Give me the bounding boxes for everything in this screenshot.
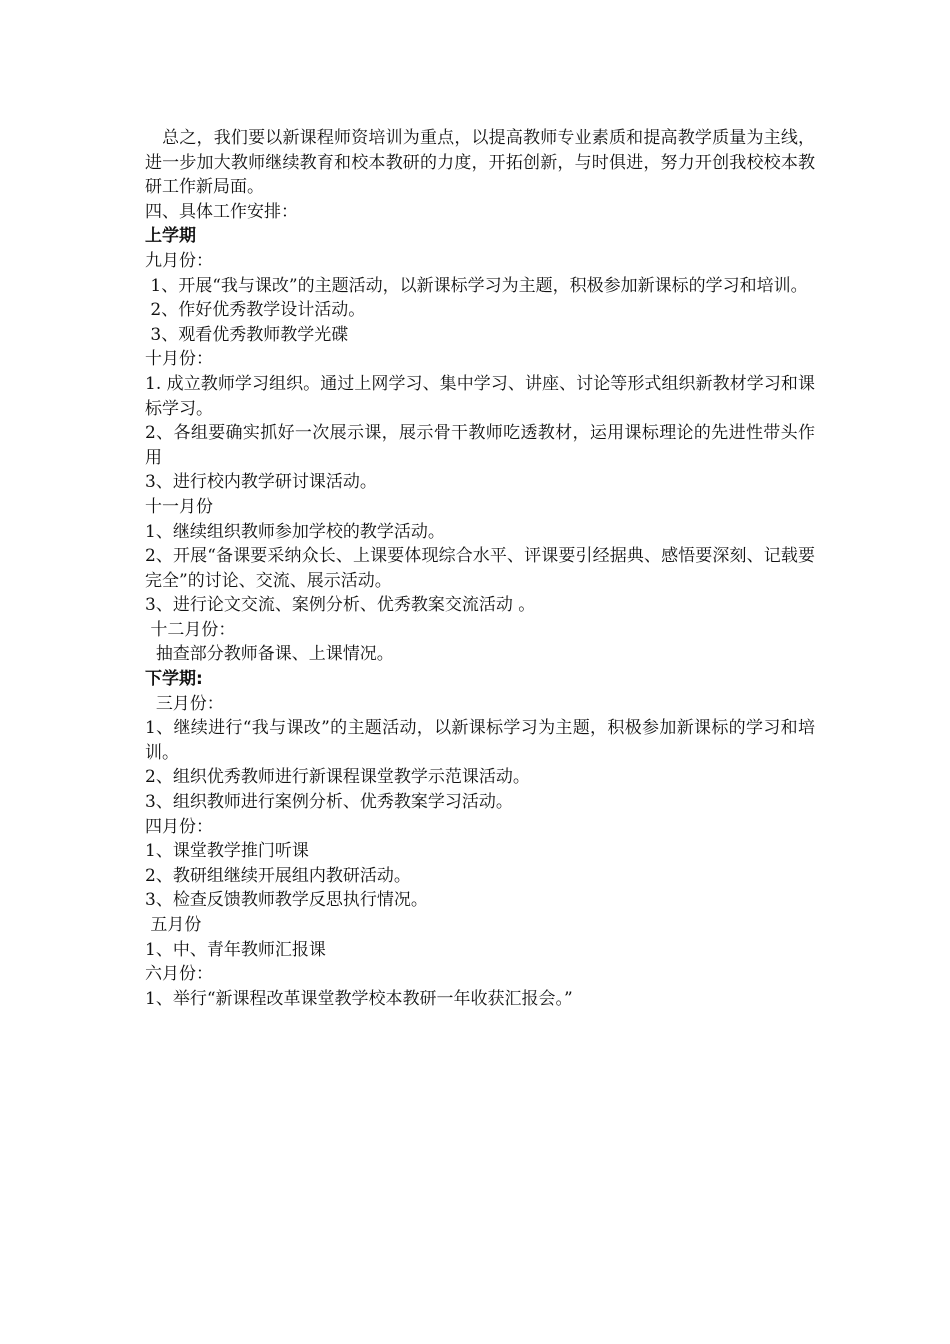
semester-heading-second: 下学期: [145, 669, 203, 690]
month-heading-march: 三月份： [145, 693, 224, 714]
list-item: 2、作好优秀教学设计活动。 [145, 300, 366, 321]
document-page [145, 126, 815, 1011]
list-item: 3、进行校内教学研讨课活动。 [145, 472, 377, 493]
list-item: 抽查部分教师备课、上课情况。 [145, 644, 394, 665]
month-heading-april: 四月份： [145, 816, 213, 837]
list-item: 1、继续进行“我与课改”的主题活动，以新课标学习为主题，积极参加新课标的学习和培训。 [145, 718, 815, 763]
month-heading-november: 十一月份 [145, 496, 213, 517]
list-item: 2、开展“备课要采纳众长、上课要体现综合水平、评课要引经据典、感悟要深刻、记载要完全”的讨论、交流、展示活动。 [145, 546, 815, 591]
month-heading-september: 九月份： [145, 250, 213, 271]
list-item: 3、检查反馈教师教学反思执行情况。 [145, 890, 428, 911]
month-heading-october: 十月份： [145, 349, 213, 370]
list-item: 1、继续组织教师参加学校的教学活动。 [145, 521, 445, 542]
summary-paragraph: 总之，我们要以新课程师资培训为重点，以提高教师专业素质和提高教学质量为主线，进一步加大教师继续教育和校本教研的力度，开拓创新，与时俱进，努力开创我校校本教研工作新局面。 [145, 128, 815, 198]
list-item: 1、中、青年教师汇报课 [145, 939, 326, 960]
list-item: 2、教研组继续开展组内教研活动。 [145, 865, 411, 886]
semester-heading-first: 上学期 [145, 226, 196, 247]
list-item: 3、组织教师进行案例分析、优秀教案学习活动。 [145, 792, 513, 813]
list-item: 2、组织优秀教师进行新课程课堂教学示范课活动。 [145, 767, 530, 788]
section-heading-work-schedule: 四、具体工作安排： [145, 201, 298, 222]
list-item: 1、举行“新课程改革课堂教学校本教研一年收获汇报会。” [145, 988, 573, 1009]
list-item: 3、观看优秀教师教学光碟 [145, 324, 349, 345]
list-item: 1. 成立教师学习组织。通过上网学习、集中学习、讲座、讨论等形式组织新教材学习和课标学习。 [145, 373, 815, 419]
month-heading-june: 六月份： [145, 964, 213, 985]
list-item: 3、进行论文交流、案例分析、优秀教案交流活动 。 [145, 595, 536, 616]
month-heading-december: 十二月份： [145, 619, 236, 640]
list-item: 1、课堂教学推门听课 [145, 841, 309, 862]
list-item: 1、开展“我与课改”的主题活动，以新课标学习为主题，积极参加新课标的学习和培训。 [145, 275, 808, 296]
month-heading-may: 五月份 [145, 915, 202, 935]
list-item: 2、各组要确实抓好一次展示课，展示骨干教师吃透教材，运用课标理论的先进性带头作用 [145, 423, 815, 468]
